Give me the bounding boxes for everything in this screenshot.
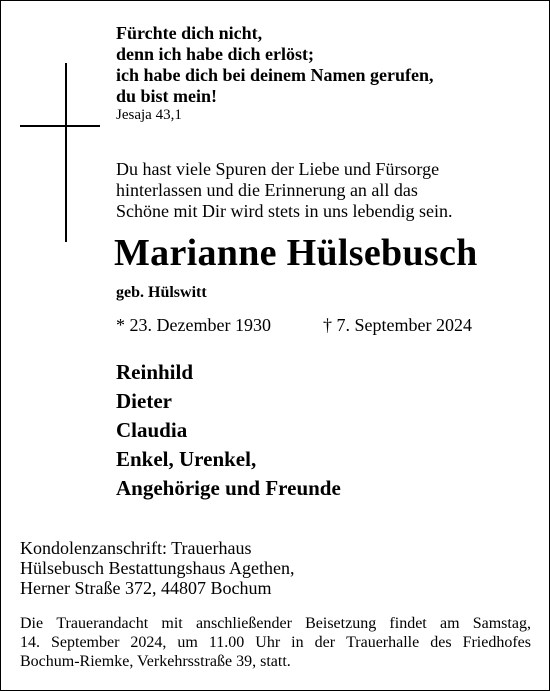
service-word: Samstag, — [472, 615, 531, 632]
service-word: Beisetzung — [305, 615, 377, 632]
service-word: Die — [20, 615, 44, 632]
intro-line: Du hast viele Spuren der Liebe und Fürsorge — [116, 159, 440, 179]
service-line — [20, 614, 531, 633]
bible-verse — [116, 23, 434, 107]
service-word: mit — [161, 615, 183, 632]
mourner: Claudia — [116, 418, 188, 442]
service-line: Bochum-Riemke, Verkehrsstraße 39, statt. — [20, 653, 291, 670]
verse-line: ich habe dich bei deinem Namen gerufen, — [116, 65, 434, 85]
death-date: † 7. September 2024 — [323, 315, 472, 335]
condolence-line: Hülsebusch Bestattungshaus Agethen, — [20, 558, 295, 578]
service-word: der — [314, 634, 336, 651]
service-word: anschließender — [195, 615, 292, 632]
service-word: Trauerandacht — [56, 615, 149, 632]
mourner: Reinhild — [116, 360, 194, 384]
service-word: Friedhofes — [462, 634, 531, 651]
service-word: des — [430, 634, 452, 651]
verse-line: Fürchte dich nicht, — [116, 23, 263, 43]
service-line — [20, 633, 531, 652]
maiden-name: geb. Hülswitt — [116, 284, 207, 301]
verse-line: denn ich habe dich erlöst; — [116, 44, 315, 64]
verse-reference: Jesaja 43,1 — [116, 107, 182, 123]
birth-date: * 23. Dezember 1930 — [116, 315, 271, 335]
verse-line: du bist mein! — [116, 86, 218, 106]
service-word: September — [51, 634, 120, 651]
service-word: um — [177, 634, 198, 651]
cross-horizontal-bar — [20, 125, 100, 127]
intro-line: Schöne mit Dir wird stets in uns lebendig sein. — [116, 201, 453, 221]
mourners-list — [116, 358, 341, 503]
condolence-address — [20, 538, 294, 598]
service-word: in — [291, 634, 304, 651]
condolence-line: Kondolenzanschrift: Trauerhaus — [20, 538, 252, 558]
cross-vertical-bar — [65, 63, 67, 242]
service-word: am — [439, 615, 460, 632]
service-word: 2024, — [130, 634, 167, 651]
service-announcement — [20, 614, 531, 671]
condolence-line: Herner Straße 372, 44807 Bochum — [20, 578, 272, 598]
mourner: Enkel, Urenkel, — [116, 447, 257, 471]
intro-line: hinterlassen und die Erinnerung an all das — [116, 180, 418, 200]
mourner: Angehörige und Freunde — [116, 476, 341, 500]
service-word: 14. — [20, 634, 40, 651]
mourner: Dieter — [116, 389, 172, 413]
service-word: 11.00 — [208, 634, 245, 651]
service-word: findet — [389, 615, 427, 632]
service-word: Uhr — [255, 634, 281, 651]
deceased-name: Marianne Hülsebusch — [114, 232, 478, 274]
service-word: Trauerhalle — [346, 634, 420, 651]
intro-text — [116, 159, 452, 222]
